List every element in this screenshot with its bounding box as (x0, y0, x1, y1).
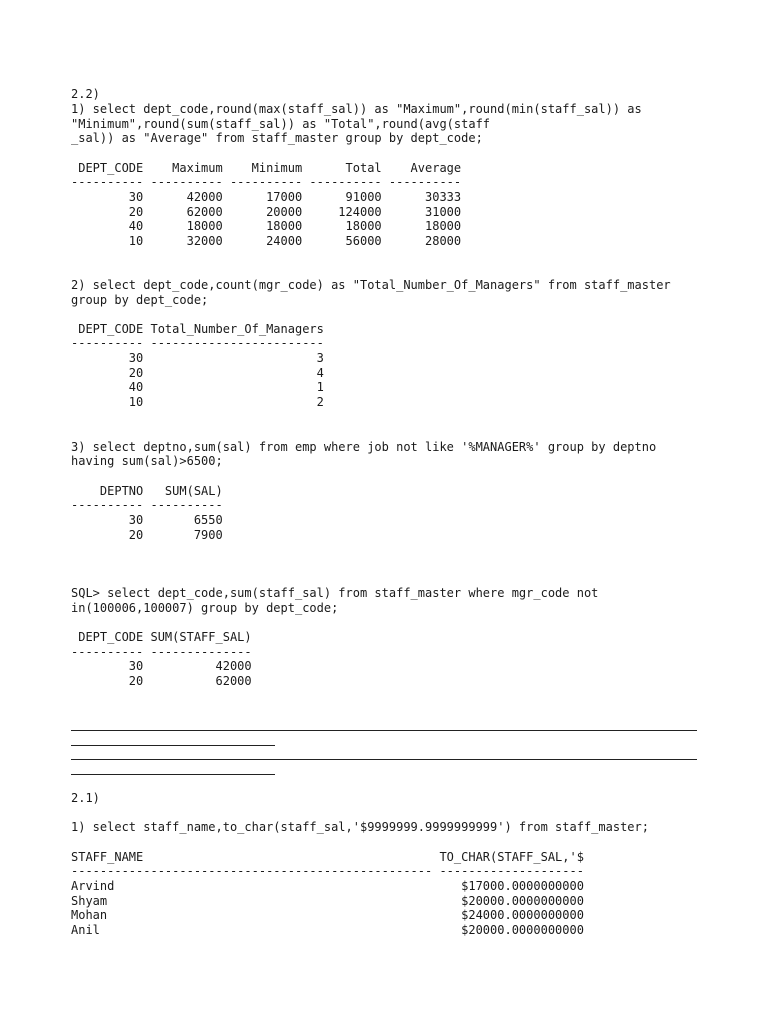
result-separator: ---------- ---------- (71, 498, 223, 512)
query-line: "Minimum",round(sum(staff_sal)) as "Total",round(avg(staff (71, 117, 491, 131)
result-row: Arvind $17000.0000000000 (71, 879, 584, 893)
result-row: 20 62000 20000 124000 31000 (71, 205, 462, 219)
query-line: 1) select staff_name,to_char(staff_sal,'$9999999.9999999999') from staff_master; (71, 820, 649, 834)
result-row: 40 18000 18000 18000 18000 (71, 219, 462, 233)
result-row: 20 7900 (71, 528, 223, 542)
result-row: Anil $20000.0000000000 (71, 923, 584, 937)
result-separator: ---------- ------------------------ (71, 336, 324, 350)
result-separator: ---------- ---------- ---------- ---------- ---------- (71, 175, 462, 189)
result-row: 10 32000 24000 56000 28000 (71, 234, 462, 248)
result-header: DEPT_CODE Maximum Minimum Total Average (71, 161, 462, 175)
query-line: 1) select dept_code,round(max(staff_sal)) as "Maximum",round(min(staff_sal)) as (71, 102, 642, 116)
divider-line (71, 774, 275, 775)
result-row: 40 1 (71, 380, 324, 394)
query-line: _sal)) as "Average" from staff_master group by dept_code; (71, 131, 483, 145)
result-separator: -------------------------------------------------- -------------------- (71, 864, 584, 878)
result-row: 10 2 (71, 395, 324, 409)
divider-line (71, 730, 697, 731)
result-row: 20 4 (71, 366, 324, 380)
result-row: 30 6550 (71, 513, 223, 527)
section-heading: 2.2) (71, 87, 100, 101)
query-line: having sum(sal)>6500; (71, 454, 223, 468)
query-line: SQL> select dept_code,sum(staff_sal) from staff_master where mgr_code not (71, 586, 599, 600)
result-header: DEPT_CODE SUM(STAFF_SAL) (71, 630, 252, 644)
result-row: 30 42000 (71, 659, 252, 673)
query-line: 3) select deptno,sum(sal) from emp where job not like '%MANAGER%' group by deptno (71, 440, 657, 454)
result-row: Mohan $24000.0000000000 (71, 908, 584, 922)
result-row: 30 3 (71, 351, 324, 365)
query-line: group by dept_code; (71, 293, 209, 307)
section-heading: 2.1) (71, 791, 100, 805)
divider-line (71, 745, 275, 746)
result-header: DEPTNO SUM(SAL) (71, 484, 223, 498)
result-header: STAFF_NAME TO_CHAR(STAFF_SAL,'$ (71, 850, 584, 864)
result-separator: ---------- -------------- (71, 645, 252, 659)
result-row: 30 42000 17000 91000 30333 (71, 190, 462, 204)
result-row: 20 62000 (71, 674, 252, 688)
query-line: 2) select dept_code,count(mgr_code) as "Total_Number_Of_Managers" from staff_master (71, 278, 671, 292)
query-line: in(100006,100007) group by dept_code; (71, 601, 339, 615)
result-header: DEPT_CODE Total_Number_Of_Managers (71, 322, 324, 336)
divider-line (71, 759, 697, 760)
result-row: Shyam $20000.0000000000 (71, 894, 584, 908)
